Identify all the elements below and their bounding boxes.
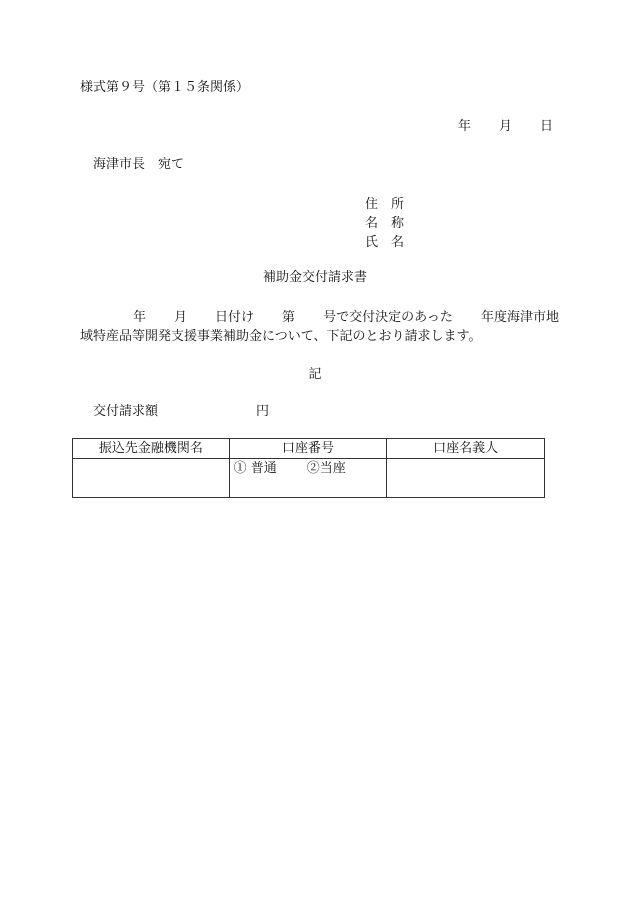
amount-line <box>93 404 269 420</box>
table-row <box>73 459 545 498</box>
date-year: 年 <box>458 119 472 134</box>
header-account-number: 口座番号 <box>229 439 387 459</box>
request-body <box>80 308 575 346</box>
document-title: 補助金交付請求書 <box>262 270 367 285</box>
header-bank-name: 振込先金融機関名 <box>73 439 230 459</box>
body-year: 年 <box>133 310 147 325</box>
address-label: 住 所 <box>365 197 405 212</box>
account-number-cell[interactable] <box>229 459 387 498</box>
date-line <box>458 119 553 135</box>
ki-heading: 記 <box>308 367 322 382</box>
body-line-1 <box>80 308 575 327</box>
amount-unit: 円 <box>256 404 270 419</box>
body-dated: 日付け <box>215 310 255 325</box>
account-type-ordinary: ① 普通 <box>233 461 277 476</box>
body-month: 月 <box>174 310 188 325</box>
table-header-row <box>73 439 545 459</box>
body-no-prefix: 第 <box>282 310 296 325</box>
body-fiscal: 年度海津市地 <box>480 310 559 325</box>
account-type-current: ②当座 <box>306 461 346 476</box>
organization-name-label: 名 称 <box>365 216 405 231</box>
form-number: 様式第９号（第１５条関係） <box>80 80 250 95</box>
body-no-suffix: 号で交付決定のあった <box>323 310 453 325</box>
person-name-label: 氏 名 <box>365 235 405 250</box>
date-month: 月 <box>499 119 513 134</box>
amount-label: 交付請求額 <box>93 404 159 419</box>
bank-name-cell[interactable] <box>73 459 230 498</box>
header-account-holder: 口座名義人 <box>387 439 545 459</box>
body-line-2: 域特産品等開発支援事業補助金について、下記のとおり請求します。 <box>80 329 482 344</box>
date-day: 日 <box>540 119 554 134</box>
bank-account-table <box>72 438 545 498</box>
account-holder-cell[interactable] <box>387 459 545 498</box>
applicant-block <box>365 195 404 252</box>
addressee: 海津市長 宛て <box>93 157 185 172</box>
